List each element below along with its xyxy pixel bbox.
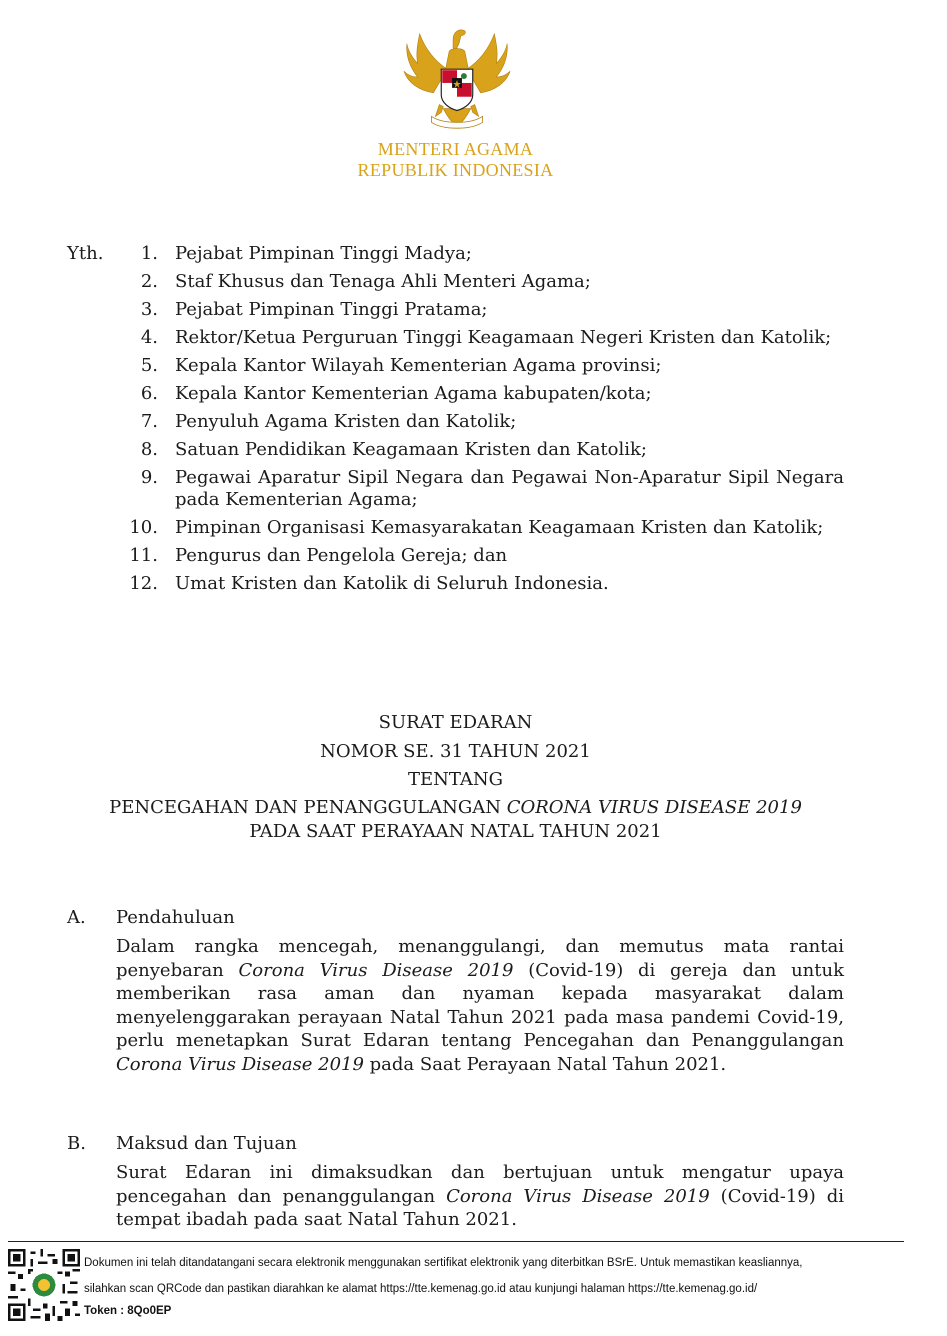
paragraph-text: Surat Edaran ini dimaksudkan dan bertujuan untuk mengatur upaya pencegahan dan penanggulangan: [116, 1162, 844, 1207]
paragraph-italic: Corona Virus Disease 2019: [116, 1053, 364, 1075]
document-about: TENTANG: [407, 769, 504, 790]
list-item: [118, 517, 844, 539]
section-b-label: B.: [67, 1133, 86, 1154]
recipient-list: [118, 243, 844, 601]
list-number: 5.: [140, 355, 158, 376]
list-number: 12.: [129, 573, 158, 594]
list-number: 6.: [140, 383, 158, 404]
list-item: [118, 383, 844, 405]
list-item: [118, 545, 844, 567]
section-a-paragraph: [116, 935, 844, 1076]
section-b-paragraph: [116, 1161, 844, 1232]
document-number: NOMOR SE. 31 TAHUN 2021: [320, 741, 591, 762]
list-text: Umat Kristen dan Katolik di Seluruh Indonesia.: [175, 573, 609, 594]
list-text: Penyuluh Agama Kristen dan Katolik;: [175, 411, 517, 432]
list-item: [118, 271, 844, 293]
footer-token: Token : 8Qo0EP: [84, 1305, 172, 1317]
list-number: 11.: [129, 545, 158, 566]
section-a-label: A.: [67, 907, 86, 928]
list-item: [118, 243, 844, 265]
section-a-title: Pendahuluan: [116, 907, 235, 928]
list-item: [118, 573, 844, 595]
paragraph-italic: Corona Virus Disease 2019: [446, 1185, 710, 1207]
list-text: Pegawai Aparatur Sipil Negara dan Pegawai Non-Aparatur Sipil Negara pada Kementerian Agama;: [175, 467, 844, 510]
subject-text: PENCEGAHAN DAN PENANGGULANGAN: [109, 797, 507, 818]
list-item: [118, 467, 844, 511]
paragraph-text: pada Saat Perayaan Natal Tahun 2021.: [363, 1053, 727, 1075]
list-text: Staf Khusus dan Tenaga Ahli Menteri Agama;: [175, 271, 591, 292]
list-number: 10.: [129, 517, 158, 538]
subject-italic: CORONA VIRUS DISEASE 2019: [506, 797, 802, 818]
list-item: [118, 439, 844, 461]
list-number: 4.: [140, 327, 158, 348]
document-subject: [0, 797, 911, 818]
document-type: SURAT EDARAN: [378, 712, 533, 733]
letterhead-subtitle: REPUBLIK INDONESIA: [357, 160, 554, 180]
footer-notice-line-2: silahkan scan QRCode dan pastikan diarahkan ke alamat https://tte.kemenag.go.id atau kunjungi halaman https://tte.kemenag.go.id/: [84, 1283, 758, 1295]
list-number: 9.: [140, 467, 158, 488]
list-text: Pejabat Pimpinan Tinggi Madya;: [175, 243, 472, 264]
list-text: Rektor/Ketua Perguruan Tinggi Keagamaan Negeri Kristen dan Katolik;: [175, 327, 832, 348]
list-number: 3.: [140, 299, 158, 320]
garuda-pancasila-icon: [398, 22, 516, 140]
list-item: [118, 355, 844, 377]
paragraph-text: (Covid-19) di tempat ibadah pada saat Natal Tahun 2021.: [116, 1185, 845, 1230]
list-item: [118, 327, 844, 349]
footer-notice-line-1: Dokumen ini telah ditandatangani secara elektronik menggunakan sertifikat elektronik yang diterbitkan BSrE. Untuk memastikan keasliannya,: [84, 1257, 803, 1269]
list-number: 7.: [140, 411, 158, 432]
list-item: [118, 411, 844, 433]
list-item: [118, 299, 844, 321]
footer-divider: [8, 1241, 904, 1242]
salutation: Yth.: [67, 243, 104, 264]
letterhead-title: MENTERI AGAMA: [377, 139, 534, 159]
document-subject-2: PADA SAAT PERAYAAN NATAL TAHUN 2021: [249, 821, 662, 842]
paragraph-text: (Covid-19) di gereja dan untuk memberikan rasa aman dan nyaman kepada masyarakat dalam menyelenggarakan perayaan Natal Tahun 2021 pada masa pandemi Covid-19, perlu menetapkan Surat Edaran tentang Pencegahan dan Penanggulangan: [116, 959, 844, 1051]
list-text: Pimpinan Organisasi Kemasyarakatan Keagamaan Kristen dan Katolik;: [175, 517, 824, 538]
list-text: Satuan Pendidikan Keagamaan Kristen dan Katolik;: [175, 439, 647, 460]
list-text: Pengurus dan Pengelola Gereja; dan: [175, 545, 508, 566]
list-text: Pejabat Pimpinan Tinggi Pratama;: [175, 299, 488, 320]
paragraph-text: Dalam rangka mencegah, menanggulangi, dan memutus mata rantai penyebaran: [116, 936, 844, 981]
list-text: Kepala Kantor Kementerian Agama kabupaten/kota;: [175, 383, 652, 404]
list-number: 2.: [140, 271, 158, 292]
qr-code-icon[interactable]: [8, 1249, 80, 1321]
paragraph-italic: Corona Virus Disease 2019: [238, 959, 514, 981]
list-number: 8.: [140, 439, 158, 460]
section-b-title: Maksud dan Tujuan: [116, 1133, 297, 1154]
list-number: 1.: [140, 243, 158, 264]
list-text: Kepala Kantor Wilayah Kementerian Agama provinsi;: [175, 355, 662, 376]
